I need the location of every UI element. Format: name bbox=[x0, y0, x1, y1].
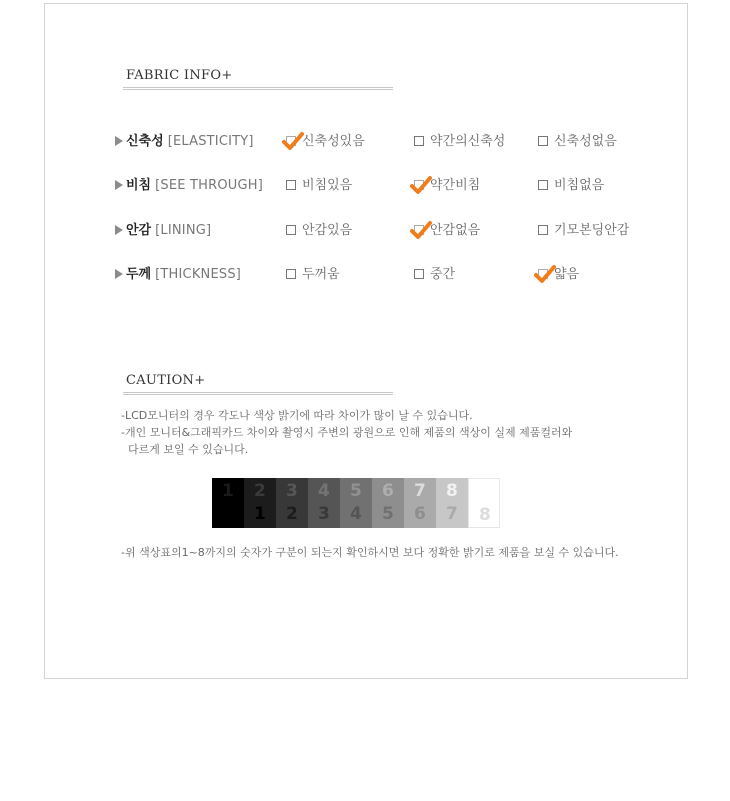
swatch-bottom-number: 5 bbox=[382, 504, 394, 524]
swatch-1 bbox=[212, 478, 244, 528]
row-label-en: [THICKNESS] bbox=[155, 267, 242, 282]
row-label-en: [SEE THROUGH] bbox=[155, 178, 264, 193]
checkbox-icon bbox=[286, 269, 296, 279]
swatch-5 bbox=[340, 478, 372, 528]
option-see-through-2 bbox=[414, 176, 480, 196]
row-label bbox=[115, 221, 211, 241]
option-label: 비침없음 bbox=[554, 178, 605, 193]
swatch-bottom-number: 2 bbox=[286, 504, 298, 524]
caution-divider bbox=[123, 392, 393, 395]
checkbox-icon bbox=[414, 136, 424, 146]
option-label: 약간의신축성 bbox=[430, 134, 506, 149]
option-label: 약간비침 bbox=[430, 178, 481, 193]
option-label: 얇음 bbox=[554, 267, 580, 282]
row-label-ko: 안감 bbox=[126, 223, 152, 238]
checkbox-icon bbox=[414, 269, 424, 279]
triangle-bullet-icon bbox=[115, 136, 123, 146]
row-label-ko: 신축성 bbox=[126, 134, 164, 149]
option-label: 신축성있음 bbox=[302, 134, 365, 149]
fabric-info-title: FABRIC INFO+ bbox=[126, 68, 233, 83]
option-label: 비침있음 bbox=[302, 178, 353, 193]
row-label bbox=[115, 265, 241, 285]
swatch-8 bbox=[436, 478, 468, 528]
grayscale-swatch-strip bbox=[212, 478, 500, 528]
swatch-4 bbox=[308, 478, 340, 528]
checkbox-icon bbox=[538, 269, 548, 279]
checkmark-icon bbox=[410, 220, 432, 240]
option-lining-1 bbox=[286, 221, 352, 241]
option-label: 중간 bbox=[430, 267, 456, 282]
triangle-bullet-icon bbox=[115, 269, 123, 279]
content-frame bbox=[44, 3, 688, 679]
swatch-top-number: 8 bbox=[446, 481, 458, 501]
swatch-top-number: 4 bbox=[318, 481, 330, 501]
swatch-top-number: 5 bbox=[350, 481, 362, 501]
swatch-top-number: 3 bbox=[286, 481, 298, 501]
option-lining-2 bbox=[414, 221, 480, 241]
fabric-row-lining bbox=[0, 221, 730, 241]
swatch-2 bbox=[244, 478, 276, 528]
caution-line-3: 다르게 보일 수 있습니다. bbox=[121, 443, 249, 456]
swatch-6 bbox=[372, 478, 404, 528]
swatch-bottom-number: 3 bbox=[318, 504, 330, 524]
triangle-bullet-icon bbox=[115, 225, 123, 235]
option-label: 두꺼움 bbox=[302, 267, 340, 282]
checkmark-icon bbox=[534, 264, 556, 284]
checkbox-icon bbox=[538, 136, 548, 146]
fabric-row-thickness bbox=[0, 265, 730, 285]
swatch-top-number: 7 bbox=[414, 481, 426, 501]
swatch-top-number: 1 bbox=[222, 481, 234, 501]
caution-line-2: -개인 모니터&그래픽카드 차이와 촬영시 주변의 광원으로 인해 제품의 색상이 실제 제품컬러와 bbox=[121, 426, 573, 439]
option-thickness-2 bbox=[414, 265, 455, 285]
caution-title: CAUTION+ bbox=[126, 373, 206, 388]
fabric-row-see-through bbox=[0, 176, 730, 196]
option-lining-3 bbox=[538, 221, 629, 241]
row-label bbox=[115, 132, 254, 152]
checkbox-icon bbox=[414, 180, 424, 190]
swatch-bottom-number: 7 bbox=[446, 504, 458, 524]
row-label-en: [ELASTICITY] bbox=[167, 134, 254, 149]
checkbox-icon bbox=[414, 225, 424, 235]
checkbox-icon bbox=[538, 180, 548, 190]
swatch-top-number: 6 bbox=[382, 481, 394, 501]
checkbox-icon bbox=[286, 225, 296, 235]
swatch-bottom-number: 1 bbox=[254, 504, 266, 524]
row-label-ko: 비침 bbox=[126, 178, 152, 193]
option-elasticity-1 bbox=[286, 132, 365, 152]
row-label-en: [LINING] bbox=[155, 223, 212, 238]
fabric-info-divider bbox=[123, 87, 393, 90]
checkbox-icon bbox=[538, 225, 548, 235]
swatch-9 bbox=[468, 478, 500, 528]
option-thickness-1 bbox=[286, 265, 340, 285]
option-label: 안감있음 bbox=[302, 223, 353, 238]
swatch-top-number: 2 bbox=[254, 481, 266, 501]
checkbox-icon bbox=[286, 136, 296, 146]
swatch-bottom-number: 8 bbox=[479, 505, 491, 525]
checkmark-icon bbox=[282, 131, 304, 151]
option-label: 신축성없음 bbox=[554, 134, 617, 149]
option-thickness-3 bbox=[538, 265, 579, 285]
swatch-bottom-number: 6 bbox=[414, 504, 426, 524]
swatch-3 bbox=[276, 478, 308, 528]
option-see-through-1 bbox=[286, 176, 352, 196]
option-see-through-3 bbox=[538, 176, 604, 196]
option-label: 안감없음 bbox=[430, 223, 481, 238]
option-label: 기모본딩안감 bbox=[554, 223, 630, 238]
swatch-7 bbox=[404, 478, 436, 528]
fabric-row-elasticity bbox=[0, 132, 730, 152]
option-elasticity-2 bbox=[414, 132, 505, 152]
option-elasticity-3 bbox=[538, 132, 617, 152]
swatch-bottom-number: 4 bbox=[350, 504, 362, 524]
caution-line-1: -LCD모니터의 경우 각도나 색상 밝기에 따라 차이가 많이 날 수 있습니다. bbox=[121, 409, 473, 422]
checkmark-icon bbox=[410, 175, 432, 195]
triangle-bullet-icon bbox=[115, 180, 123, 190]
row-label-ko: 두께 bbox=[126, 267, 152, 282]
checkbox-icon bbox=[286, 180, 296, 190]
caution-note: -위 색상표의1~8까지의 숫자가 구분이 되는지 확인하시면 보다 정확한 밝기로 제품을 보실 수 있습니다. bbox=[121, 546, 619, 559]
row-label bbox=[115, 176, 263, 196]
